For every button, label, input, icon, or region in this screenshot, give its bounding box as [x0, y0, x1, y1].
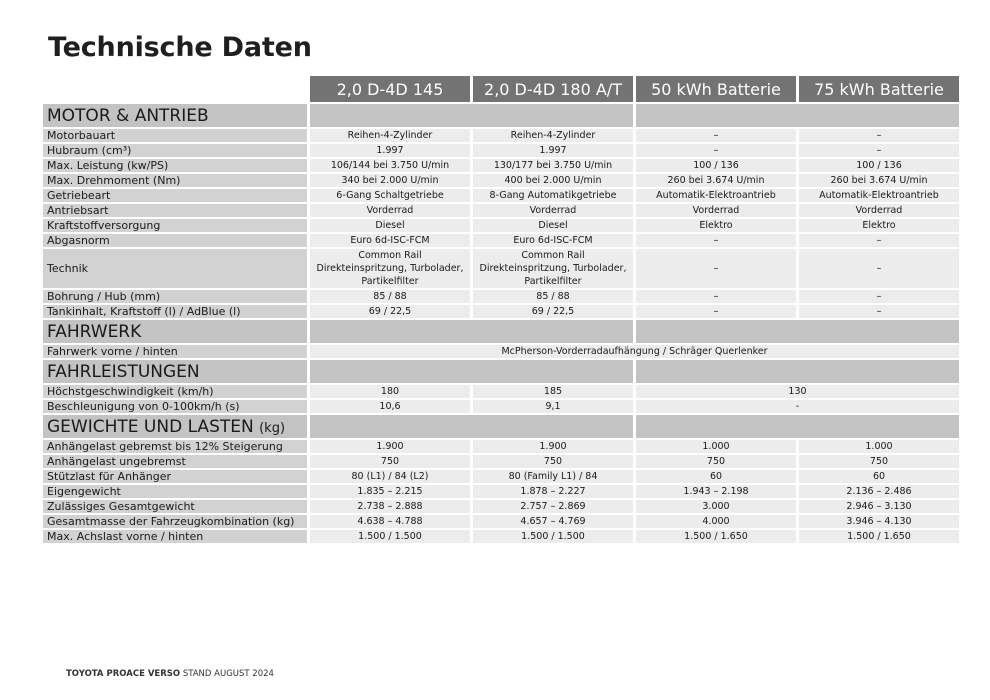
cell: Reihen-4-Zylinder: [310, 129, 470, 142]
row-label: Kraftstoffversorgung: [43, 219, 307, 232]
table-row: [43, 219, 959, 232]
table-row: [43, 500, 959, 513]
cell: 8-Gang Automatikgetriebe: [473, 189, 633, 202]
row-label: Stützlast für Anhänger: [43, 470, 307, 483]
cell: 2.757 – 2.869: [473, 500, 633, 513]
section-fill: [310, 360, 633, 383]
table-row: [43, 129, 959, 142]
cell: –: [636, 290, 796, 303]
cell: –: [799, 144, 959, 157]
cell: -: [636, 400, 959, 413]
table-row: [43, 345, 959, 358]
cell: Diesel: [310, 219, 470, 232]
cell: Diesel: [473, 219, 633, 232]
cell: 750: [636, 455, 796, 468]
cell: –: [636, 249, 796, 288]
section-header: [43, 415, 959, 438]
section-header: [43, 320, 959, 343]
row-label: Abgasnorm: [43, 234, 307, 247]
table-row: [43, 515, 959, 528]
table-row: [43, 455, 959, 468]
cell: Vorderrad: [310, 204, 470, 217]
cell: 1.000: [799, 440, 959, 453]
cell: 2.738 – 2.888: [310, 500, 470, 513]
column-header: 2,0 D-4D 145: [310, 76, 470, 102]
cell: Reihen-4-Zylinder: [473, 129, 633, 142]
row-label: Anhängelast gebremst bis 12% Steigerung: [43, 440, 307, 453]
section-title: FAHRWERK: [43, 320, 307, 343]
row-label: Höchstgeschwindigkeit (km/h): [43, 385, 307, 398]
cell: Vorderrad: [636, 204, 796, 217]
section-title-text: GEWICHTE UND LASTEN: [47, 416, 254, 437]
table-row: [43, 530, 959, 543]
section-unit: (kg): [259, 420, 286, 436]
table-row: [43, 400, 959, 413]
cell: 260 bei 3.674 U/min: [636, 174, 796, 187]
cell: 80 (L1) / 84 (L2): [310, 470, 470, 483]
cell: 4.638 – 4.788: [310, 515, 470, 528]
table-row: [43, 159, 959, 172]
cell: 130: [636, 385, 959, 398]
cell: 260 bei 3.674 U/min: [799, 174, 959, 187]
cell: 1.000: [636, 440, 796, 453]
cell: 1.943 – 2.198: [636, 485, 796, 498]
cell: 4.657 – 4.769: [473, 515, 633, 528]
row-label: Zulässiges Gesamtgewicht: [43, 500, 307, 513]
row-label: Bohrung / Hub (mm): [43, 290, 307, 303]
cell: 100 / 136: [799, 159, 959, 172]
table-row: [43, 204, 959, 217]
cell: 69 / 22,5: [473, 305, 633, 318]
section-title: MOTOR & ANTRIEB: [43, 104, 307, 127]
column-header: 2,0 D-4D 180 A/T: [473, 76, 633, 102]
section-header: [43, 360, 959, 383]
column-header: 50 kWh Batterie: [636, 76, 796, 102]
cell: 1.500 / 1.500: [310, 530, 470, 543]
cell: 3.946 – 4.130: [799, 515, 959, 528]
cell: –: [799, 290, 959, 303]
cell: 1.997: [310, 144, 470, 157]
cell: 60: [636, 470, 796, 483]
cell: Automatik-Elektroantrieb: [636, 189, 796, 202]
column-header: 75 kWh Batterie: [799, 76, 959, 102]
cell: 4.000: [636, 515, 796, 528]
footer: [66, 669, 274, 679]
row-label: Tankinhalt, Kraftstoff (l) / AdBlue (l): [43, 305, 307, 318]
table-row: [43, 189, 959, 202]
section-fill: [310, 104, 633, 127]
section-header: [43, 104, 959, 127]
section-title: [43, 415, 307, 438]
cell: 1.878 – 2.227: [473, 485, 633, 498]
table-row: [43, 470, 959, 483]
cell: –: [799, 305, 959, 318]
cell: –: [636, 129, 796, 142]
cell: –: [636, 234, 796, 247]
cell: Vorderrad: [473, 204, 633, 217]
cell: 3.000: [636, 500, 796, 513]
cell: 69 / 22,5: [310, 305, 470, 318]
table-row: [43, 485, 959, 498]
cell: 2.136 – 2.486: [799, 485, 959, 498]
cell: 60: [799, 470, 959, 483]
section-fill: [636, 415, 959, 438]
cell: 185: [473, 385, 633, 398]
row-label: Getriebeart: [43, 189, 307, 202]
cell: –: [636, 144, 796, 157]
row-label: Motorbauart: [43, 129, 307, 142]
row-label: Max. Leistung (kw/PS): [43, 159, 307, 172]
cell: 10,6: [310, 400, 470, 413]
section-fill: [636, 360, 959, 383]
cell: 180: [310, 385, 470, 398]
section-fill: [636, 320, 959, 343]
cell: –: [799, 234, 959, 247]
cell: 85 / 88: [310, 290, 470, 303]
cell: Elektro: [636, 219, 796, 232]
section-fill: [310, 415, 633, 438]
cell: 130/177 bei 3.750 U/min: [473, 159, 633, 172]
cell: 750: [473, 455, 633, 468]
footer-brand: TOYOTA PROACE VERSO: [66, 669, 181, 679]
spec-table: [40, 74, 962, 545]
cell: 1.500 / 1.500: [473, 530, 633, 543]
row-label: Gesamtmasse der Fahrzeugkombination (kg): [43, 515, 307, 528]
cell: 6-Gang Schaltgetriebe: [310, 189, 470, 202]
table-row: [43, 385, 959, 398]
cell: 1.900: [473, 440, 633, 453]
cell: 106/144 bei 3.750 U/min: [310, 159, 470, 172]
cell: –: [799, 129, 959, 142]
cell: 85 / 88: [473, 290, 633, 303]
section-fill: [310, 320, 633, 343]
column-header-row: [43, 76, 959, 102]
cell: 1.835 – 2.215: [310, 485, 470, 498]
cell: 2.946 – 3.130: [799, 500, 959, 513]
row-label: Fahrwerk vorne / hinten: [43, 345, 307, 358]
table-row: [43, 249, 959, 288]
table-row: [43, 174, 959, 187]
cell: 750: [310, 455, 470, 468]
cell: 1.997: [473, 144, 633, 157]
row-label: Max. Achslast vorne / hinten: [43, 530, 307, 543]
table-row: [43, 234, 959, 247]
cell: –: [799, 249, 959, 288]
table-row: [43, 440, 959, 453]
table-row: [43, 144, 959, 157]
cell: 1.500 / 1.650: [799, 530, 959, 543]
cell: Vorderrad: [799, 204, 959, 217]
cell: 400 bei 2.000 U/min: [473, 174, 633, 187]
cell: 1.900: [310, 440, 470, 453]
cell: Common Rail Direkteinspritzung, Turbolader, Partikelfilter: [310, 249, 470, 288]
cell: 100 / 136: [636, 159, 796, 172]
cell: 80 (Family L1) / 84: [473, 470, 633, 483]
cell: Common Rail Direkteinspritzung, Turbolader, Partikelfilter: [473, 249, 633, 288]
cell: Euro 6d-ISC-FCM: [473, 234, 633, 247]
cell: –: [636, 305, 796, 318]
header-spacer: [43, 76, 307, 102]
cell: 750: [799, 455, 959, 468]
row-label: Anhängelast ungebremst: [43, 455, 307, 468]
row-label: Eigengewicht: [43, 485, 307, 498]
cell: 9,1: [473, 400, 633, 413]
page-title: Technische Daten: [48, 32, 312, 63]
row-label: Antriebsart: [43, 204, 307, 217]
cell: 340 bei 2.000 U/min: [310, 174, 470, 187]
cell: McPherson-Vorderradaufhängung / Schräger Querlenker: [310, 345, 959, 358]
cell: 1.500 / 1.650: [636, 530, 796, 543]
table-row: [43, 290, 959, 303]
cell: Elektro: [799, 219, 959, 232]
section-title: FAHRLEISTUNGEN: [43, 360, 307, 383]
row-label: Technik: [43, 249, 307, 288]
footer-stand: STAND AUGUST 2024: [182, 669, 274, 679]
row-label: Hubraum (cm³): [43, 144, 307, 157]
table-row: [43, 305, 959, 318]
section-fill: [636, 104, 959, 127]
row-label: Beschleunigung von 0-100km/h (s): [43, 400, 307, 413]
cell: Automatik-Elektroantrieb: [799, 189, 959, 202]
cell: Euro 6d-ISC-FCM: [310, 234, 470, 247]
row-label: Max. Drehmoment (Nm): [43, 174, 307, 187]
